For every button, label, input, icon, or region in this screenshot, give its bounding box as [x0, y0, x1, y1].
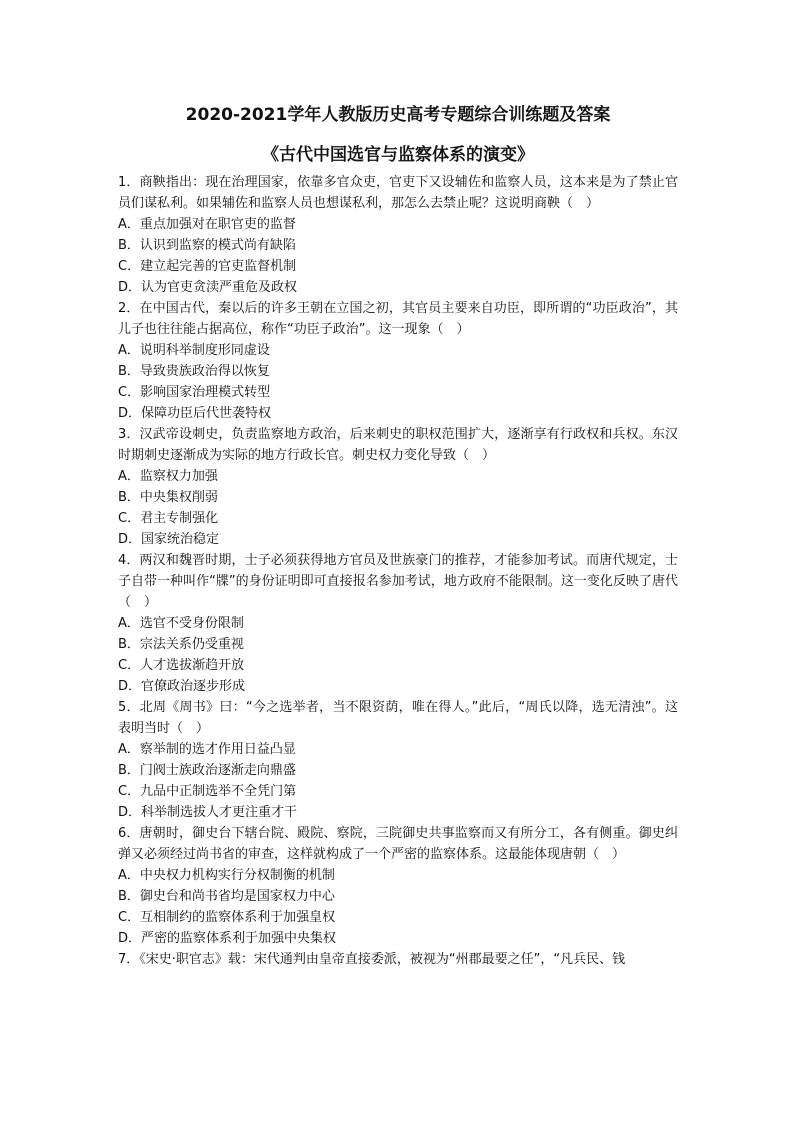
option-c: C．九品中正制选举不全凭门第	[118, 784, 297, 799]
option-c: C．影响国家治理模式转型	[118, 385, 271, 400]
question-6	[118, 823, 678, 949]
option-b: B．导致贵族政治得以恢复	[118, 364, 270, 379]
document-title: 2020-2021学年人教版历史高考专题综合训练题及答案	[185, 105, 611, 125]
option-c: C．人才选拔渐趋开放	[118, 658, 245, 673]
question-stem: 1．商鞅指出：现在治理国家，依靠多官众吏，官吏下又设辅佐和监察人员，这本来是为了禁止官员们谋私利。如果辅佐和监察人员也想谋私利，那怎么去禁止呢？这说明商鞅（ ）	[118, 175, 678, 211]
question-stem: 4．两汉和魏晋时期，士子必须获得地方官员及世族豪门的推荐，才能参加考试。而唐代规定，士子自带一种叫作“牒”的身份证明即可直接报名参加考试，地方政府不能限制。这一变化反映了唐代（ ）	[118, 553, 678, 610]
option-d: D．官僚政治逐步形成	[118, 679, 246, 694]
question-3	[118, 424, 678, 550]
option-a: A．说明科举制度形同虚设	[118, 343, 270, 358]
question-2	[118, 298, 678, 424]
option-c: C．建立起完善的官吏监督机制	[118, 259, 297, 274]
document-subtitle: 《古代中国选官与监察体系的演变》	[262, 145, 534, 165]
document-page	[118, 104, 678, 970]
option-b: B．认识到监察的模式尚有缺陷	[118, 238, 296, 253]
option-b: B．御史台和尚书省均是国家权力中心	[118, 889, 335, 904]
option-c: C．君主专制强化	[118, 511, 219, 526]
option-a: A．重点加强对在职官吏的监督	[118, 217, 296, 232]
option-d: D．严密的监察体系利于加强中央集权	[118, 931, 337, 946]
option-b: B．中央集权削弱	[118, 490, 218, 505]
option-d: D．保障功臣后代世袭特权	[118, 406, 272, 421]
option-a: A．选官不受身份限制	[118, 616, 244, 631]
question-stem: 7．《宋史·职官志》载：宋代通判由皇帝直接委派，被视为“州郡最要之任”，“凡兵民、钱	[118, 952, 626, 967]
question-stem: 3．汉武帝设刺史，负责监察地方政治，后来刺史的职权范围扩大，逐渐享有行政权和兵权。东汉时期刺史逐渐成为实际的地方行政长官。刺史权力变化导致（ ）	[118, 427, 678, 463]
question-7	[118, 949, 678, 970]
option-a: A．察举制的选才作用日益凸显	[118, 742, 296, 757]
question-5	[118, 697, 678, 823]
question-4	[118, 550, 678, 697]
question-1	[118, 172, 678, 298]
question-stem: 5．北周《周书》曰：“今之选举者，当不限资荫，唯在得人。”此后，“周氏以降，选无清浊”。这表明当时（ ）	[118, 700, 678, 736]
question-stem: 6．唐朝时，御史台下辖台院、殿院、察院，三院御史共事监察而又有所分工，各有侧重。御史纠弹又必须经过尚书省的审查，这样就构成了一个严密的监察体系。这最能体现唐朝（ ）	[118, 826, 678, 862]
question-list	[118, 172, 678, 970]
option-d: D．科举制选拔人才更注重才干	[118, 805, 298, 820]
option-b: B．门阀士族政治逐渐走向鼎盛	[118, 763, 296, 778]
option-b: B．宗法关系仍受重视	[118, 637, 244, 652]
option-d: D．认为官吏贪渎严重危及政权	[118, 280, 298, 295]
option-a: A．中央权力机构实行分权制衡的机制	[118, 868, 335, 883]
option-a: A．监察权力加强	[118, 469, 218, 484]
option-c: C．互相制约的监察体系利于加强皇权	[118, 910, 336, 925]
option-d: D．国家统治稳定	[118, 532, 220, 547]
question-stem: 2．在中国古代，秦以后的许多王朝在立国之初，其官员主要来自功臣，即所谓的“功臣政治”，其儿子也往往能占据高位，称作“功臣子政治”。这一现象（ ）	[118, 301, 678, 337]
